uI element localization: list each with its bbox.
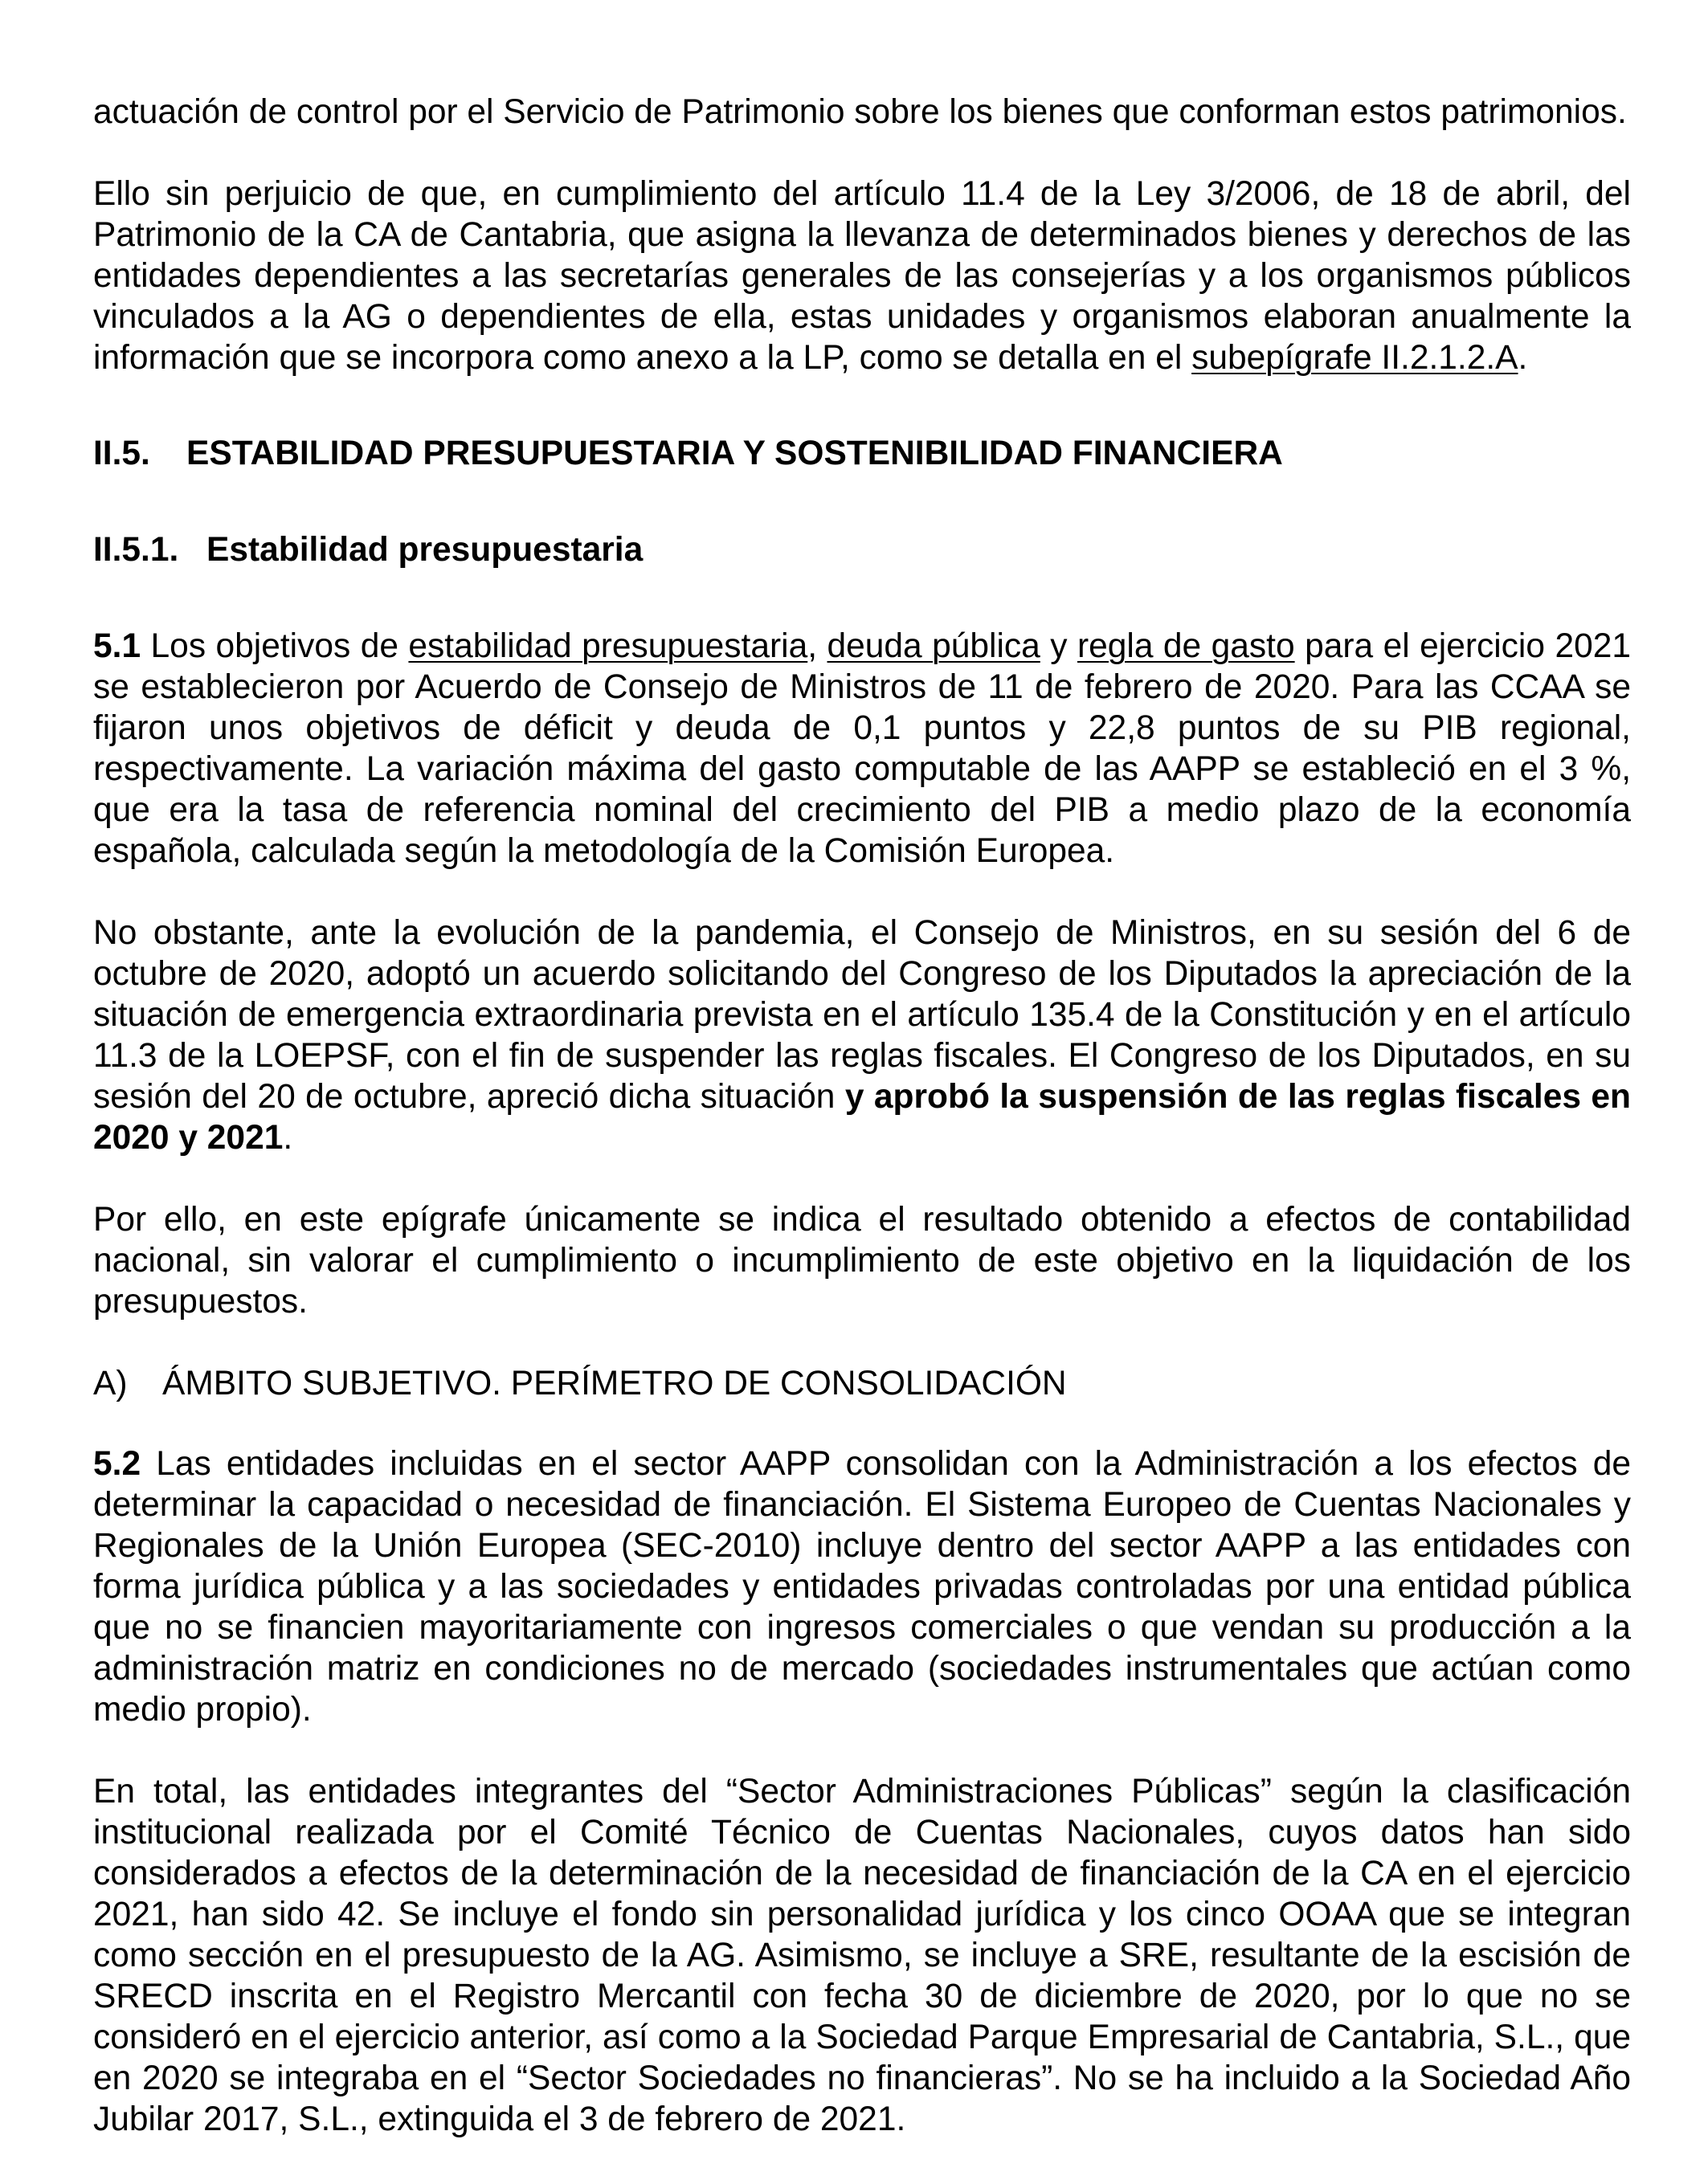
link-estabilidad[interactable]: estabilidad presupuestaria	[408, 627, 808, 665]
text: y	[1040, 627, 1077, 665]
section-a-heading	[93, 1363, 1631, 1404]
text: .	[283, 1119, 293, 1157]
paragraph-en-total: En total, las entidades integrantes del “Sector Administraciones Públicas” según la clasificación institucional realizada por el Comité Técnico de Cuentas Nacionales, cuyos datos han sido considerados a efectos de la determinación de la necesidad de financiación de la CA en el ejercicio 2021, han sido 42. Se incluye el fondo sin personalidad jurídica y los cinco OOAA que se integran como sección en el presupuesto de la AG. Asimismo, se incluye a SRE, resultante de la escisión de SRECD inscrita en el Registro Mercantil con fecha 30 de diciembre de 2020, por lo que no se consideró en el ejercicio anterior, así como a la Sociedad Parque Empresarial de Cantabria, S.L., que en 2020 se integraba en el “Sector Sociedades no financieras”. No se ha incluido a la Sociedad Año Jubilar 2017, S.L., extinguida el 3 de febrero de 2021.	[93, 1773, 1631, 2138]
paragraph-patrimonio	[93, 173, 1631, 378]
section-a-number: A)	[93, 1365, 128, 1402]
text: Los objetivos de	[141, 627, 409, 665]
text: ,	[807, 627, 827, 665]
text: Las entidades incluidas en el sector AAPP consolidan con la Administración a los efectos de determinar la capacidad o necesidad de financiación. El Sistema Europeo de Cuentas Nacionales y Regionales de la Unión Europea (SEC-2010) incluye dentro del sector AAPP a las entidades con forma jurídica pública y a las sociedades y entidades privadas controladas por una entidad pública que no se financien mayoritariamente con ingresos comerciales o que vendan su producción a la administración matriz en condiciones no de mercado (sociedades instrumentales que actúan como medio propio).	[93, 1445, 1631, 1729]
link-regla-gasto[interactable]: regla de gasto	[1077, 627, 1295, 665]
paragraph-no-obstante	[93, 912, 1631, 1158]
paragraph-por-ello: Por ello, en este epígrafe únicamente se indica el resultado obtenido a efectos de contabilidad nacional, sin valorar el cumplimiento o incumplimiento de este objetivo en la liquidación de los presupuestos.	[93, 1201, 1631, 1321]
paragraph-number: 5.1	[93, 627, 141, 665]
document-page	[93, 92, 1631, 2181]
section-title: ESTABILIDAD PRESUPUESTARIA Y SOSTENIBILIDAD FINANCIERA	[186, 435, 1283, 472]
subsection-heading	[93, 529, 1631, 570]
subsection-number: II.5.1.	[93, 531, 179, 569]
paragraph-number: 5.2	[93, 1445, 141, 1483]
paragraph-5-1	[93, 626, 1631, 872]
paragraph-5-2	[93, 1443, 1631, 1730]
subepigrafe-link[interactable]: subepígrafe II.2.1.2.A	[1191, 339, 1518, 377]
text: No obstante, ante la evolución de la pandemia, el Consejo de Ministros, en su sesión del 6 de octubre de 2020, adoptó un acuerdo solicitando del Congreso de los Diputados la apreciación de la situación de emergencia extraordinaria prevista en el artículo 135.4 de la Constitución y en el artículo 11.3 de la LOEPSF, con el fin de suspender las reglas fiscales. El Congreso de los Diputados, en su sesión del 20 de octubre, apreció dicha situación	[93, 914, 1631, 1116]
paragraph-text: Ello sin perjuicio de que, en cumplimiento del artículo 11.4 de la Ley 3/2006, de 18 de abril, del Patrimonio de la CA de Cantabria, que asigna la llevanza de determinados bienes y derechos de las entidades dependientes a las secretarías generales de las consejerías y a los organismos públicos vinculados a la AG o dependientes de ella, estas unidades y organismos elaboran anualmente la información que se incorpora como anexo a la LP, como se detalla en el	[93, 175, 1631, 377]
subsection-title: Estabilidad presupuestaria	[206, 531, 644, 569]
text: para el ejercicio 2021 se establecieron por Acuerdo de Consejo de Ministros de 11 de febrero de 2020. Para las CCAA se fijaron unos objetivos de déficit y deuda de 0,1 puntos y 22,8 puntos de su PIB regional, respectivamente. La variación máxima del gasto computable de las AAPP se estableció en el 3 %, que era la tasa de referencia nominal del crecimiento del PIB a medio plazo de la economía española, calculada según la metodología de la Comisión Europea.	[93, 627, 1631, 870]
paragraph-continuation: actuación de control por el Servicio de Patrimonio sobre los bienes que conforman estos patrimonios.	[93, 93, 1627, 131]
link-deuda[interactable]: deuda pública	[827, 627, 1040, 665]
section-heading	[93, 433, 1631, 474]
bold-text: y aprobó la suspensión de las reglas fiscales en 2020 y 2021	[93, 1078, 1631, 1157]
section-number: II.5.	[93, 435, 150, 472]
section-a-title: ÁMBITO SUBJETIVO. PERÍMETRO DE CONSOLIDACIÓN	[162, 1365, 1067, 1402]
paragraph-end: .	[1518, 339, 1528, 377]
